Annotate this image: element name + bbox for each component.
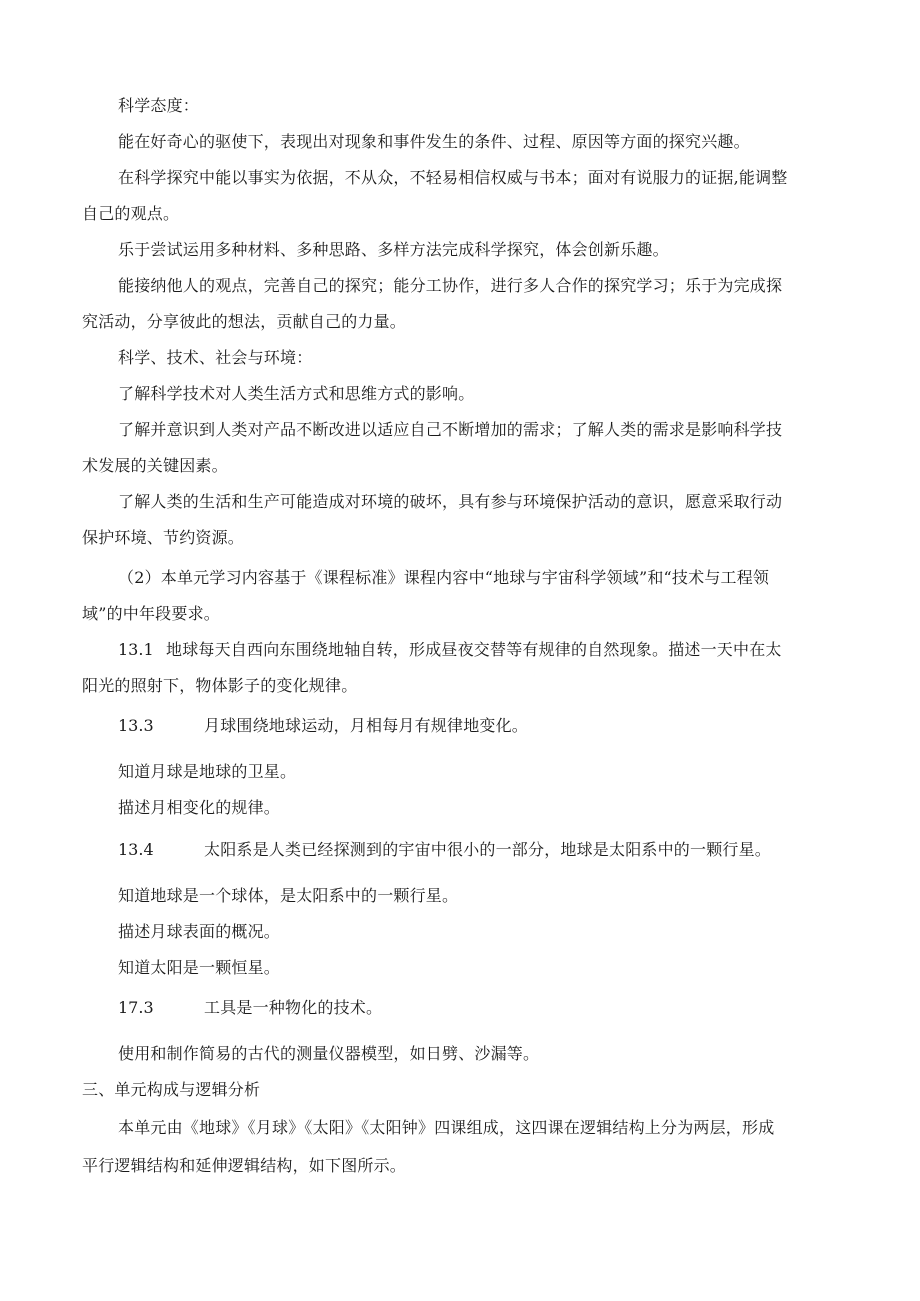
item-17-3-number: 17.3 [118, 998, 154, 1017]
standard-intro-line-2: 域”的中年段要求。 [82, 604, 220, 623]
sts-paragraph-3-line-2: 保护环境、节约资源。 [82, 528, 245, 547]
item-17-3-text: 工具是一种物化的技术。 [204, 998, 383, 1017]
item-13-4-number: 13.4 [118, 840, 154, 859]
item-13-3-text: 月球围绕地球运动，月相每月有规律地变化。 [204, 716, 529, 735]
attitude-paragraph-1: 能在好奇心的驱使下，表现出对现象和事件发生的条件、过程、原因等方面的探究兴趣。 [118, 132, 750, 151]
item-13-3-sub-2: 描述月相变化的规律。 [118, 798, 281, 817]
section-three-paragraph-line-2: 平行逻辑结构和延伸逻辑结构，如下图所示。 [82, 1156, 407, 1175]
item-13-4-sub-1: 知道地球是一个球体，是太阳系中的一颗行星。 [118, 886, 459, 905]
sts-paragraph-2-line-1: 了解并意识到人类对产品不断改进以适应自己不断增加的需求；了解人类的需求是影响科学技 [118, 420, 783, 439]
item-13-1-line-1: 地球每天自西向东围绕地轴自转，形成昼夜交替等有规律的自然现象。描述一天中在太 [166, 640, 782, 659]
item-13-4-sub-3: 知道太阳是一颗恒星。 [118, 958, 281, 977]
attitude-paragraph-2-line-2: 自己的观点。 [82, 204, 180, 223]
standard-intro-line-1: （2）本单元学习内容基于《课程标准》课程内容中“地球与宇宙科学领域”和“技术与工程领 [118, 568, 770, 587]
attitude-paragraph-4-line-2: 究活动，分享彼此的想法，贡献自己的力量。 [82, 312, 407, 331]
attitude-paragraph-2-line-1: 在科学探究中能以事实为依据，不从众，不轻易相信权威与书本；面对有说服力的证据,能调整 [118, 168, 788, 187]
sts-paragraph-2-line-2: 术发展的关键因素。 [82, 456, 228, 475]
sts-heading: 科学、技术、社会与环境： [118, 348, 313, 367]
sts-paragraph-3-line-1: 了解人类的生活和生产可能造成对环境的破坏，具有参与环境保护活动的意识，愿意采取行动 [118, 492, 783, 511]
section-three-paragraph-line-1: 本单元由《地球》《月球》《太阳》《太阳钟》四课组成，这四课在逻辑结构上分为两层，形成 [118, 1118, 775, 1137]
section-three-heading: 三、单元构成与逻辑分析 [82, 1080, 261, 1099]
item-17-3-sub-1: 使用和制作简易的古代的测量仪器模型，如日劈、沙漏等。 [118, 1044, 540, 1063]
sts-paragraph-1: 了解科学技术对人类生活方式和思维方式的影响。 [118, 384, 475, 403]
item-13-3-number: 13.3 [118, 716, 154, 735]
attitude-paragraph-3: 乐于尝试运用多种材料、多种思路、多样方法完成科学探究，体会创新乐趣。 [118, 240, 669, 259]
attitude-paragraph-4-line-1: 能接纳他人的观点，完善自己的探究；能分工协作，进行多人合作的探究学习；乐于为完成探 [118, 276, 783, 295]
attitude-heading: 科学态度： [118, 96, 200, 115]
item-13-1-number: 13.1 [118, 640, 154, 659]
item-13-4-sub-2: 描述月球表面的概况。 [118, 922, 281, 941]
item-13-4-text: 太阳系是人类已经探测到的宇宙中很小的一部分，地球是太阳系中的一颗行星。 [204, 840, 772, 859]
item-13-3-sub-1: 知道月球是地球的卫星。 [118, 762, 297, 781]
item-13-1-line-2: 阳光的照射下，物体影子的变化规律。 [82, 676, 358, 695]
